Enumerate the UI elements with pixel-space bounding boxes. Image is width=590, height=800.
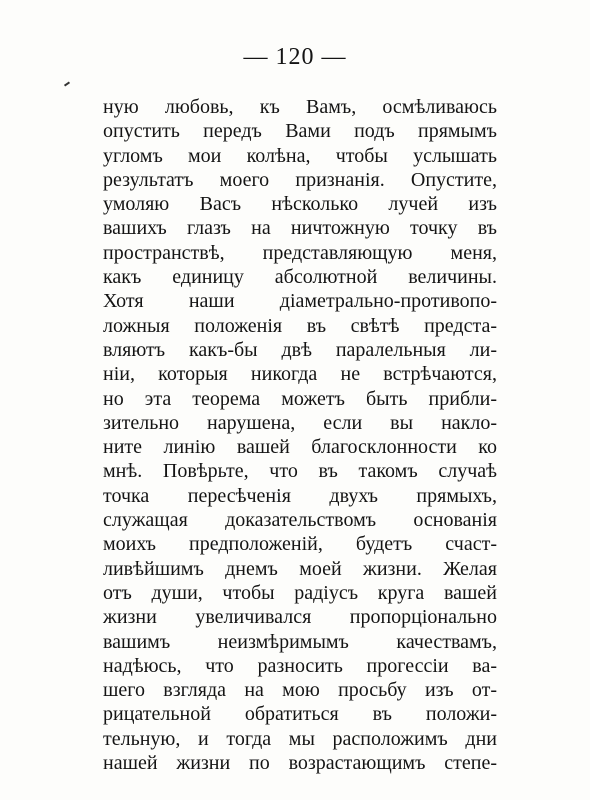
text-line: вляютъ какъ-бы двѣ паралельныя ли-	[103, 338, 497, 361]
text-line: жизни увеличивался пропорціонально	[103, 606, 497, 629]
text-line: точка пересѣченія двухъ прямыхъ,	[103, 484, 497, 507]
text-line: ливѣйшимъ днемъ моей жизни. Желая	[103, 557, 497, 580]
text-line: опустить передъ Вами подъ прямымъ	[103, 120, 497, 143]
text-line: шего взгляда на мою просьбу изъ от-	[103, 679, 497, 702]
ink-mark	[64, 81, 70, 86]
text-line: отъ души, чтобы радіусъ круга вашей	[103, 581, 497, 604]
text-line: ните линію вашей благосклонности ко	[103, 436, 497, 459]
page-body-text	[103, 95, 497, 775]
text-line: тельную, и тогда мы расположимъ дни	[103, 727, 497, 750]
text-line: угломъ мои колѣна, чтобы услышать	[103, 144, 497, 167]
text-line: зительно нарушена, если вы накло-	[103, 411, 497, 434]
text-line: умоляю Васъ нѣсколько лучей изъ	[103, 193, 497, 216]
text-line: Хотя наши діаметрально-противопо-	[103, 290, 497, 313]
text-line: вашихъ глазъ на ничтожную точку въ	[103, 217, 497, 240]
text-line: вашимъ неизмѣримымъ качествамъ,	[103, 630, 497, 653]
text-line: ложныя положенія въ свѣтѣ предста-	[103, 314, 497, 337]
text-line: служащая доказательствомъ основанія	[103, 509, 497, 532]
text-line: моихъ предположеній, будетъ счаст-	[103, 533, 497, 556]
page-number: — 120 —	[243, 44, 347, 70]
text-line: какъ единицу абсолютной величины.	[103, 266, 497, 289]
text-line: ніи, которыя никогда не встрѣчаются,	[103, 363, 497, 386]
text-line: ную любовь, къ Вамъ, осмѣливаюсь	[103, 96, 497, 118]
text-line: но эта теорема можетъ быть прибли-	[103, 387, 497, 410]
text-line: надѣюсь, что разносить прогессіи ва-	[103, 654, 497, 677]
text-line: результатъ моего признанія. Опустите,	[103, 168, 497, 191]
text-line: пространствѣ, представляющую меня,	[103, 241, 497, 264]
text-line: рицательной обратиться въ положи-	[103, 703, 497, 726]
text-line: мнѣ. Повѣрьте, что въ такомъ случаѣ	[103, 460, 497, 483]
text-line: нашей жизни по возрастающимъ степе-	[103, 752, 497, 775]
